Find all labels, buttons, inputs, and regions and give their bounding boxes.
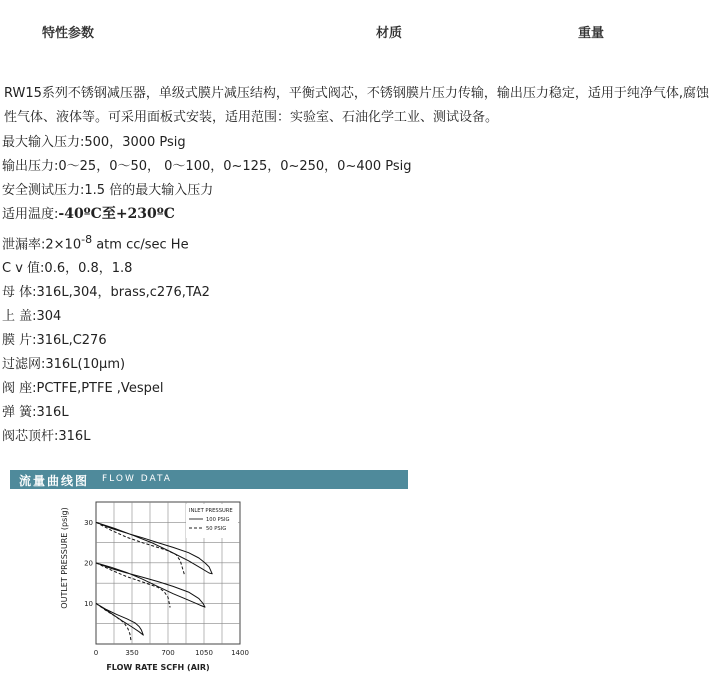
spec-cap bbox=[2, 305, 61, 324]
spec-value: 316L bbox=[58, 429, 91, 444]
spec-value: 0～25，0～50， 0～100，0~125，0~250，0~400 Psig bbox=[58, 159, 412, 174]
spec-leak-rate bbox=[2, 233, 189, 252]
tab-material[interactable]: 材质 bbox=[376, 26, 403, 41]
spec-value: 316L,304，brass,c276,TA2 bbox=[36, 285, 210, 300]
spec-label: 安全测试压力: bbox=[2, 183, 85, 198]
x-tick-label: 1400 bbox=[231, 649, 249, 657]
spec-seat bbox=[2, 377, 163, 396]
tab-bar bbox=[0, 22, 726, 42]
product-intro: RW15系列不锈钢减压器，单级式膜片减压结构，平衡式阀芯，不锈钢膜片压力传输，输出压力稳定，适用于纯净气体,腐蚀性气体、液体等。可采用面板式安装，适用范围：实验室、石油化学工业、测试设备。 bbox=[4, 86, 710, 125]
spec-label: C v 值: bbox=[2, 261, 45, 276]
spec-value: 1.5 倍的最大输入压力 bbox=[84, 183, 214, 198]
spec-value: 304 bbox=[36, 309, 62, 324]
spec-cv bbox=[2, 257, 132, 276]
spec-test-pressure bbox=[2, 179, 213, 198]
spec-value: PCTFE,PTFE ,Vespel bbox=[36, 381, 164, 396]
spec-label: 过滤网: bbox=[2, 357, 46, 372]
tab-specs[interactable]: 特性参数 bbox=[42, 26, 95, 41]
spec-label: 膜 片: bbox=[2, 333, 37, 348]
spec-value: 2×10 bbox=[45, 237, 82, 253]
spec-value: -40ºC至+230ºC bbox=[58, 206, 175, 222]
spec-temperature bbox=[2, 203, 175, 223]
spec-label: 弹 簧: bbox=[2, 405, 37, 420]
flow-chart bbox=[50, 492, 260, 682]
spec-value: 316L,C276 bbox=[36, 333, 107, 348]
spec-label: 阀芯顶杆: bbox=[2, 429, 59, 444]
y-tick-label: 10 bbox=[84, 599, 93, 608]
spec-exponent: -8 bbox=[81, 233, 93, 246]
spec-body bbox=[2, 281, 210, 300]
spec-label: 泄漏率: bbox=[2, 237, 46, 253]
legend-entry: 50 PSIG bbox=[206, 526, 227, 532]
x-tick-label: 350 bbox=[125, 649, 139, 657]
spec-outlet bbox=[2, 155, 412, 174]
spec-value: 500，3000 Psig bbox=[84, 135, 186, 150]
flow-curve-dashed bbox=[96, 603, 131, 640]
legend-entry: 100 PSIG bbox=[206, 517, 230, 523]
spec-unit: atm cc/sec He bbox=[92, 237, 189, 253]
flow-curve-solid bbox=[96, 563, 205, 607]
y-axis-label: OUTLET PRESSURE (psig) bbox=[60, 507, 69, 609]
x-axis-label: FLOW RATE SCFH (AIR) bbox=[106, 663, 210, 672]
flow-curve-solid bbox=[96, 603, 143, 635]
spec-label: 适用温度: bbox=[2, 207, 59, 222]
spec-diaphragm bbox=[2, 329, 107, 348]
spec-value: 0.6，0.8，1.8 bbox=[44, 261, 133, 276]
legend-title: INLET PRESSURE bbox=[189, 508, 233, 514]
spec-max-inlet bbox=[2, 131, 186, 150]
banner-title-cn: 流量曲线图 bbox=[19, 474, 90, 488]
banner-title-en: FLOW DATA bbox=[102, 474, 172, 484]
tab-weight[interactable]: 重量 bbox=[578, 26, 605, 41]
x-tick-label: 0 bbox=[93, 649, 99, 657]
x-tick-label: 1050 bbox=[195, 649, 213, 657]
spec-value: 316L(10μm) bbox=[45, 357, 126, 372]
y-tick-label: 20 bbox=[84, 559, 93, 568]
spec-label: 输出压力: bbox=[2, 159, 59, 174]
spec-spring bbox=[2, 401, 69, 420]
x-tick-label: 700 bbox=[161, 649, 175, 657]
spec-label: 最大输入压力: bbox=[2, 135, 85, 150]
y-tick-label: 30 bbox=[84, 518, 93, 527]
flow-curve-dashed bbox=[96, 563, 170, 608]
spec-label: 母 体: bbox=[2, 285, 37, 300]
spec-filter bbox=[2, 353, 125, 372]
spec-label: 阀 座: bbox=[2, 381, 37, 396]
flow-data-banner bbox=[10, 470, 408, 489]
spec-label: 上 盖: bbox=[2, 309, 37, 324]
spec-value: 316L bbox=[36, 405, 69, 420]
spec-stem bbox=[2, 425, 90, 444]
